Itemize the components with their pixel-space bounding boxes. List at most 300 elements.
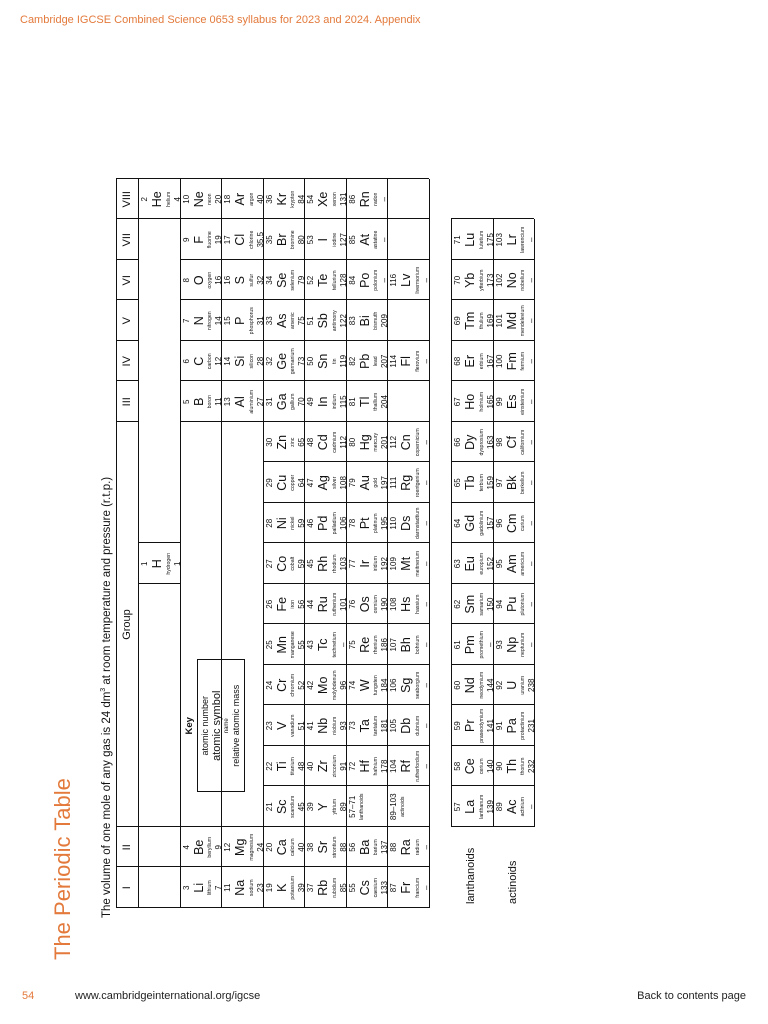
relative-atomic-mass: – — [527, 642, 537, 647]
element-name: livermorium — [414, 266, 421, 294]
element-cell — [266, 503, 307, 544]
atomic-symbol: H — [150, 559, 164, 569]
relative-atomic-mass: 59 — [297, 559, 307, 569]
element-name: actinoids — [400, 796, 406, 817]
relative-atomic-mass: 84 — [297, 194, 307, 204]
element-name: thulium — [478, 312, 485, 330]
element-cell — [496, 301, 537, 342]
element-cell — [307, 341, 348, 382]
atomic-number: 112 — [389, 435, 398, 449]
atomic-number: 2 — [140, 197, 149, 202]
atomic-number: 68 — [453, 356, 462, 366]
atomic-number: 90 — [494, 761, 504, 771]
atomic-symbol: Tm — [463, 311, 477, 330]
relative-atomic-mass: 39 — [297, 883, 307, 893]
atomic-symbol: Zr — [316, 760, 330, 773]
atomic-number: 49 — [306, 397, 315, 407]
element-cell — [307, 422, 348, 463]
element-name: antimony — [331, 310, 338, 332]
element-name: californium — [520, 429, 526, 455]
atomic-number: 105 — [389, 719, 398, 733]
atomic-number: 51 — [306, 316, 315, 326]
element-cell — [349, 422, 390, 463]
element-cell — [454, 463, 495, 504]
group-header-7: VII — [121, 233, 133, 247]
relative-atomic-mass: 181 — [380, 719, 390, 733]
element-cell — [390, 341, 431, 382]
element-name: lutetium — [478, 230, 485, 249]
element-name: germanium — [290, 348, 296, 375]
relative-atomic-mass: 201 — [380, 435, 390, 449]
element-name: oxygen — [207, 271, 213, 289]
atomic-symbol: Ba — [357, 839, 372, 855]
relative-atomic-mass: – — [421, 602, 431, 607]
relative-atomic-mass: 167 — [485, 354, 495, 368]
element-cell — [266, 868, 307, 909]
element-name: francium — [414, 877, 421, 898]
atomic-number: 65 — [453, 478, 462, 488]
relative-atomic-mass: 128 — [338, 273, 348, 287]
element-cell — [349, 260, 390, 301]
element-cell — [224, 382, 265, 423]
element-cell — [266, 382, 307, 423]
relative-atomic-mass: 55 — [297, 640, 307, 650]
element-name: bohrium — [414, 635, 421, 655]
atomic-symbol: N — [191, 316, 206, 326]
atomic-number: 108 — [389, 597, 398, 611]
atomic-number: 54 — [306, 194, 315, 204]
relative-atomic-mass: 175 — [485, 233, 495, 247]
element-cell — [454, 422, 495, 463]
atomic-symbol: Cr — [274, 678, 289, 692]
atomic-number: 77 — [347, 559, 357, 569]
atomic-number: 9 — [181, 237, 191, 242]
element-cell — [349, 625, 390, 666]
relative-atomic-mass: 40 — [297, 842, 307, 852]
atomic-number: 19 — [264, 883, 274, 893]
atomic-symbol: Zn — [274, 434, 289, 450]
atomic-symbol: Pd — [316, 515, 330, 531]
element-cell — [183, 827, 224, 868]
element-name: titanium — [290, 757, 296, 776]
atomic-number: 67 — [453, 397, 462, 407]
element-name: rhenium — [373, 635, 379, 655]
atomic-symbol: Se — [274, 272, 289, 288]
element-cell — [454, 584, 495, 625]
atomic-number: 8 — [181, 278, 191, 283]
atomic-symbol: Sn — [316, 353, 330, 369]
element-name: praseodymium — [478, 708, 485, 743]
atomic-number: 22 — [264, 761, 274, 771]
element-cell — [266, 706, 307, 747]
relative-atomic-mass: – — [527, 359, 537, 364]
relative-atomic-mass: 127 — [338, 233, 348, 247]
atomic-number: 56 — [347, 842, 357, 852]
relative-atomic-mass: 140 — [485, 759, 495, 773]
element-name: platinum — [373, 513, 379, 534]
element-name: lead — [373, 356, 379, 367]
atomic-number: 95 — [494, 559, 504, 569]
relative-atomic-mass: 204 — [380, 395, 390, 409]
atomic-symbol: Bh — [399, 637, 413, 653]
atomic-number: 1 — [140, 561, 149, 566]
element-cell — [266, 463, 307, 504]
atomic-symbol: Ni — [274, 517, 289, 530]
atomic-symbol: Ds — [399, 515, 413, 531]
atomic-number: 27 — [264, 559, 274, 569]
element-name: nickel — [290, 516, 296, 530]
element-name: iron — [290, 599, 296, 609]
element-name: potassium — [290, 875, 296, 900]
element-name: actinium — [520, 797, 526, 817]
atomic-symbol: In — [316, 396, 330, 407]
relative-atomic-mass: 184 — [380, 678, 390, 692]
relative-atomic-mass: 89 — [338, 802, 348, 812]
atomic-number: 33 — [264, 316, 274, 326]
atomic-symbol: Bi — [357, 315, 372, 327]
relative-atomic-mass: 231 — [527, 719, 537, 733]
element-name: hafnium — [373, 757, 379, 776]
element-cell — [390, 544, 431, 585]
element-name: ytterbium — [478, 269, 485, 291]
element-cell — [349, 665, 390, 706]
element-cell — [307, 503, 348, 544]
footnote-text: The volume of one mole of any gas is 24 dm — [100, 691, 113, 918]
relative-atomic-mass: 31 — [255, 316, 265, 326]
atomic-number: 93 — [494, 640, 504, 650]
element-name: promethium — [478, 631, 485, 659]
element-cell — [224, 341, 265, 382]
group-header-5: V — [121, 317, 133, 325]
atomic-symbol: Hg — [357, 434, 372, 451]
element-cell — [266, 341, 307, 382]
relative-atomic-mass: 101 — [338, 597, 348, 611]
element-cell — [349, 584, 390, 625]
atomic-number: 64 — [453, 518, 462, 528]
atomic-symbol: Ne — [191, 191, 206, 208]
element-cell — [496, 625, 537, 666]
relative-atomic-mass: 163 — [485, 435, 495, 449]
element-cell — [349, 706, 390, 747]
atomic-number: 32 — [264, 356, 274, 366]
element-cell — [349, 341, 390, 382]
element-name: bromine — [290, 230, 296, 250]
relative-atomic-mass: 186 — [380, 638, 390, 652]
element-name: plutonium — [520, 593, 526, 616]
element-cell — [307, 382, 348, 423]
element-name: cadmium — [331, 431, 338, 453]
element-cell — [349, 746, 390, 787]
atomic-number: 25 — [264, 640, 274, 650]
relative-atomic-mass: – — [380, 237, 390, 242]
relative-atomic-mass: 207 — [380, 354, 390, 368]
atomic-symbol: Co — [274, 555, 289, 572]
atomic-symbol: Be — [191, 839, 206, 855]
element-cell — [390, 787, 408, 828]
atomic-number: 20 — [264, 842, 274, 852]
element-name: copernicium — [414, 428, 421, 457]
atomic-symbol: B — [191, 397, 206, 406]
element-name: berkelium — [520, 471, 526, 494]
element-name: samarium — [478, 592, 485, 616]
atomic-symbol: Pm — [463, 635, 477, 655]
element-cell — [307, 301, 348, 342]
element-cell — [307, 260, 348, 301]
atomic-number: 91 — [494, 721, 504, 731]
group-header-8: VIII — [121, 191, 133, 208]
page-title: The Periodic Table — [50, 778, 75, 960]
relative-atomic-mass: 88 — [338, 842, 348, 852]
element-cell — [454, 341, 495, 382]
atomic-number: 101 — [494, 314, 504, 328]
atomic-number: 3 — [181, 885, 191, 890]
element-name: molybdenum — [331, 670, 338, 701]
element-name: thallium — [373, 392, 379, 411]
atomic-number: 114 — [389, 354, 398, 368]
element-name: lanthanoids — [358, 793, 365, 821]
atomic-number: 71 — [453, 235, 462, 245]
group-header-6: VI — [121, 275, 133, 286]
atomic-symbol: Nd — [463, 677, 477, 694]
atomic-symbol: Hs — [399, 596, 413, 612]
element-name: palladium — [331, 512, 338, 535]
atomic-symbol: Es — [504, 394, 519, 410]
relative-atomic-mass: – — [527, 440, 537, 445]
element-cell — [390, 746, 431, 787]
atomic-symbol: Tb — [463, 475, 477, 491]
atomic-symbol: Pb — [357, 353, 372, 369]
atomic-symbol: Th — [504, 758, 519, 774]
atomic-number: 26 — [264, 599, 274, 609]
element-name: rhodium — [331, 554, 338, 574]
element-name: phosphorus — [248, 307, 255, 335]
key-atomic-number: atomic number — [199, 695, 210, 756]
relative-atomic-mass: – — [380, 197, 390, 202]
element-name: lithium — [207, 880, 213, 896]
element-cell — [141, 544, 182, 585]
atomic-symbol: Cf — [504, 436, 519, 449]
atomic-symbol: Pa — [504, 718, 519, 734]
atomic-number: 6 — [181, 359, 191, 364]
relative-atomic-mass: – — [380, 278, 390, 283]
relative-atomic-mass: 11 — [214, 397, 224, 406]
relative-atomic-mass: 165 — [485, 395, 495, 409]
relative-atomic-mass: 85 — [338, 883, 348, 893]
element-cell — [454, 260, 495, 301]
atomic-symbol: Rh — [316, 555, 330, 572]
atomic-symbol: Si — [233, 355, 247, 367]
atomic-symbol: Pt — [357, 517, 372, 530]
element-name: hydrogen — [165, 552, 172, 575]
relative-atomic-mass: – — [421, 683, 431, 688]
element-cell — [266, 746, 307, 787]
atomic-symbol: Sr — [316, 841, 330, 854]
atomic-number: 28 — [264, 518, 274, 528]
atomic-number: 111 — [389, 476, 398, 489]
relative-atomic-mass: 9 — [214, 845, 224, 850]
atomic-number: 66 — [453, 437, 462, 447]
atomic-symbol: Al — [233, 396, 247, 408]
element-cell — [183, 301, 224, 342]
atomic-symbol: Cl — [233, 233, 247, 246]
relative-atomic-mass: 133 — [380, 881, 390, 895]
key-content — [197, 659, 245, 793]
relative-atomic-mass: 152 — [485, 557, 495, 571]
atomic-symbol: Md — [504, 312, 519, 330]
relative-atomic-mass: 35.5 — [255, 231, 265, 248]
atomic-symbol: Sb — [316, 313, 330, 329]
relative-atomic-mass: – — [421, 480, 431, 485]
atomic-number: 99 — [494, 397, 504, 407]
atomic-number: 116 — [389, 273, 398, 287]
atomic-number: 106 — [389, 678, 398, 692]
element-name: terbium — [478, 474, 485, 492]
element-cell — [390, 868, 431, 909]
atomic-symbol: Lv — [399, 273, 413, 287]
relative-atomic-mass: – — [527, 602, 537, 607]
atomic-number: 53 — [306, 235, 315, 245]
element-name: argon — [248, 192, 255, 206]
relative-atomic-mass: 131 — [338, 192, 348, 206]
atomic-symbol: Ar — [233, 193, 247, 206]
atomic-symbol: S — [233, 276, 247, 285]
relative-atomic-mass: 122 — [338, 314, 348, 328]
atomic-symbol: O — [191, 275, 206, 286]
atomic-symbol: At — [357, 233, 372, 246]
atomic-number: 61 — [453, 640, 462, 650]
atomic-number: 37 — [306, 883, 315, 893]
element-name: manganese — [290, 631, 296, 659]
atomic-number: 11 — [223, 883, 232, 892]
atomic-number: 100 — [494, 354, 504, 368]
element-cell — [349, 787, 367, 828]
element-cell — [307, 787, 348, 828]
atomic-number: 85 — [347, 235, 357, 245]
element-cell — [307, 544, 348, 585]
element-name: einsteinium — [520, 388, 526, 415]
element-name: thorium — [520, 757, 526, 775]
relative-atomic-mass: 24 — [255, 842, 265, 852]
relative-atomic-mass: – — [527, 278, 537, 283]
element-name: holmium — [478, 391, 485, 412]
element-cell — [390, 665, 431, 706]
atomic-number: 109 — [389, 557, 398, 571]
relative-atomic-mass: 23 — [255, 883, 265, 893]
atomic-number: 76 — [347, 599, 357, 609]
element-name: osmium — [373, 595, 379, 614]
key-relative-atomic-mass: relative atomic mass — [231, 684, 242, 767]
atomic-number: 84 — [347, 275, 357, 285]
atomic-symbol: Lu — [463, 232, 477, 247]
element-name: krypton — [290, 190, 296, 208]
element-name: radon — [373, 192, 379, 206]
atomic-symbol: Tl — [357, 396, 372, 407]
element-cell — [390, 827, 431, 868]
website-url[interactable]: www.cambridgeinternational.org/igcse — [75, 990, 261, 1002]
atomic-number: 4 — [181, 845, 191, 850]
relative-atomic-mass: 65 — [297, 437, 307, 447]
relative-atomic-mass: – — [421, 642, 431, 647]
relative-atomic-mass: 28 — [255, 356, 265, 366]
relative-atomic-mass: 96 — [338, 680, 348, 690]
atomic-number: 102 — [494, 273, 504, 287]
element-cell — [307, 179, 348, 220]
element-cell — [454, 625, 495, 666]
atomic-symbol: No — [504, 272, 519, 289]
atomic-symbol: F — [191, 235, 206, 244]
relative-atomic-mass: 80 — [297, 235, 307, 245]
relative-atomic-mass: – — [421, 278, 431, 283]
relative-atomic-mass: 52 — [297, 680, 307, 690]
atomic-symbol: Cd — [316, 434, 330, 451]
group-label: Group — [121, 609, 133, 640]
atomic-symbol: Np — [504, 636, 519, 653]
element-cell — [496, 382, 537, 423]
atomic-number: 92 — [494, 680, 504, 690]
element-name: curium — [520, 515, 526, 532]
atomic-number: 38 — [306, 842, 315, 852]
element-cell — [307, 584, 348, 625]
atomic-symbol: Au — [357, 475, 372, 491]
atomic-symbol: Tc — [316, 638, 330, 651]
element-name: rutherfordium — [414, 750, 421, 782]
relative-atomic-mass: 75 — [297, 316, 307, 326]
relative-atomic-mass: 119 — [338, 354, 348, 368]
element-cell — [454, 746, 495, 787]
atomic-number: 36 — [264, 194, 274, 204]
atomic-number: 89 — [494, 802, 504, 812]
element-cell — [496, 544, 537, 585]
relative-atomic-mass: – — [527, 561, 537, 566]
atomic-symbol: Mt — [399, 556, 413, 571]
atomic-symbol: Fm — [504, 352, 519, 371]
element-cell — [307, 625, 348, 666]
atomic-number: 89–103 — [389, 793, 398, 821]
atomic-symbol: Os — [357, 596, 372, 613]
element-name: technetium — [331, 632, 338, 658]
atomic-number: 42 — [306, 680, 315, 690]
atomic-symbol: Dy — [463, 434, 477, 450]
atomic-number: 47 — [306, 478, 315, 488]
atomic-symbol: Rn — [357, 191, 372, 208]
atomic-symbol: Ta — [357, 719, 372, 733]
periodic-table — [116, 116, 768, 916]
atomic-symbol: Gd — [463, 514, 477, 532]
element-cell — [307, 706, 348, 747]
back-to-contents-link[interactable]: Back to contents page — [637, 990, 746, 1002]
relative-atomic-mass: 27 — [255, 397, 265, 407]
element-cell — [390, 584, 431, 625]
relative-atomic-mass: 12 — [214, 356, 224, 366]
atomic-symbol: Kr — [274, 193, 289, 206]
atomic-number: 10 — [181, 194, 191, 204]
element-name: copper — [290, 474, 296, 491]
atomic-number: 23 — [264, 721, 274, 731]
relative-atomic-mass: – — [421, 723, 431, 728]
atomic-number: 55 — [347, 883, 357, 893]
element-name: flerovium — [414, 350, 421, 372]
element-name: radium — [414, 839, 421, 856]
element-name: gold — [373, 477, 379, 488]
atomic-symbol: Rf — [399, 760, 413, 773]
relative-atomic-mass: – — [421, 764, 431, 769]
footnote — [100, 477, 113, 918]
relative-atomic-mass: 238 — [527, 678, 537, 692]
atomic-symbol: Pr — [463, 719, 477, 732]
atomic-symbol: Fr — [399, 881, 413, 894]
element-cell — [224, 260, 265, 301]
element-name: seaborgium — [414, 671, 421, 699]
